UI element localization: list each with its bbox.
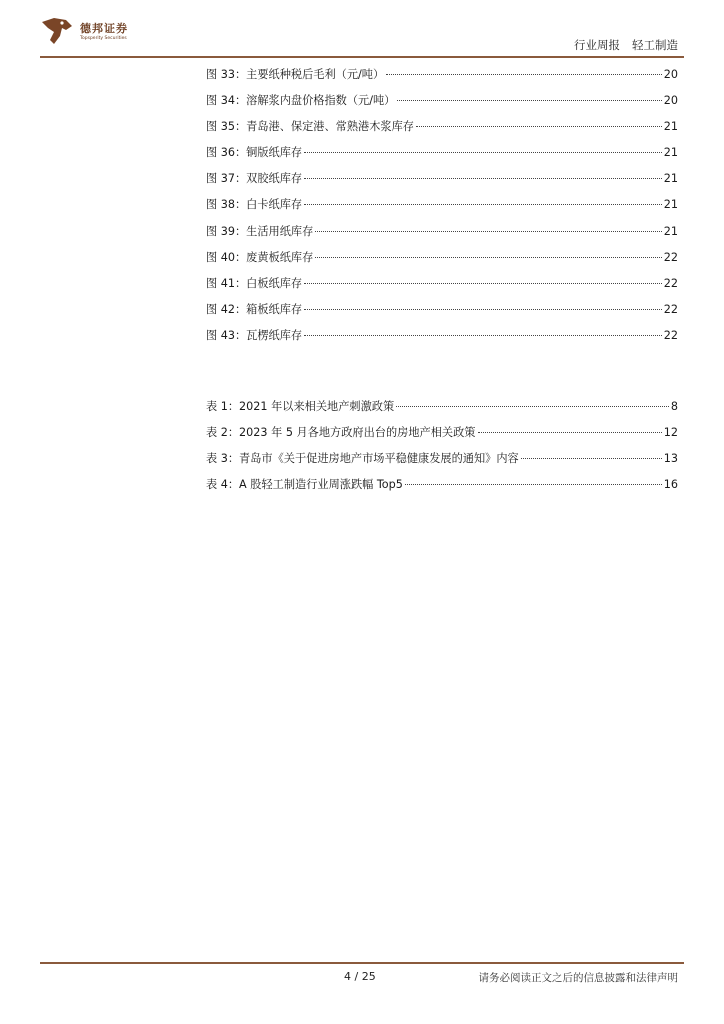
entry-label: 图 40：废黄板纸库存 xyxy=(206,250,314,264)
entry-page: 21 xyxy=(663,146,678,160)
toc-entry[interactable] xyxy=(206,476,678,502)
toc-entry[interactable] xyxy=(206,301,678,327)
entry-page: 13 xyxy=(663,452,678,466)
entry-page: 22 xyxy=(663,250,678,264)
toc-entry[interactable] xyxy=(206,424,678,450)
logo-icon xyxy=(40,16,74,46)
entry-label: 图 35：青岛港、保定港、常熟港木浆库存 xyxy=(206,120,414,134)
dot-leader xyxy=(315,257,661,258)
table-list xyxy=(206,398,678,502)
dot-leader xyxy=(315,231,661,232)
entry-page: 22 xyxy=(663,302,678,316)
page-number: 4 / 25 xyxy=(344,970,376,983)
toc-entry[interactable] xyxy=(206,275,678,301)
entry-label: 表 3：青岛市《关于促进房地产市场平稳健康发展的通知》内容 xyxy=(206,452,519,466)
dot-leader xyxy=(304,309,662,310)
footer-disclaimer: 请务必阅读正文之后的信息披露和法律声明 xyxy=(478,972,678,984)
toc-entry[interactable] xyxy=(206,144,678,170)
entry-label: 图 36：铜版纸库存 xyxy=(206,146,303,160)
toc-entry[interactable] xyxy=(206,249,678,275)
entry-label: 图 38：白卡纸库存 xyxy=(206,198,303,212)
entry-page: 8 xyxy=(670,400,678,413)
dot-leader xyxy=(304,335,662,336)
entry-label: 图 41：白板纸库存 xyxy=(206,276,303,290)
toc-entry[interactable] xyxy=(206,170,678,196)
entry-page: 22 xyxy=(663,328,678,342)
company-logo xyxy=(40,14,140,48)
dot-leader xyxy=(416,126,662,127)
toc-entry[interactable] xyxy=(206,398,678,424)
entry-label: 图 42：箱板纸库存 xyxy=(206,302,303,316)
report-type: 行业周报 xyxy=(574,38,620,52)
sector-name: 轻工制造 xyxy=(632,38,678,52)
toc-entry[interactable] xyxy=(206,196,678,222)
entry-label: 图 37：双胶纸库存 xyxy=(206,172,303,186)
entry-label: 图 39：生活用纸库存 xyxy=(206,224,314,238)
dot-leader xyxy=(521,458,662,459)
entry-page: 22 xyxy=(663,276,678,290)
entry-page: 21 xyxy=(663,224,678,238)
dot-leader xyxy=(396,406,669,407)
dot-leader xyxy=(397,100,661,101)
entry-page: 20 xyxy=(663,68,678,81)
dot-leader xyxy=(304,152,662,153)
header-divider xyxy=(40,56,684,58)
entry-label: 图 34：溶解浆内盘价格指数（元/吨） xyxy=(206,94,396,108)
toc-entry[interactable] xyxy=(206,118,678,144)
entry-page: 21 xyxy=(663,172,678,186)
dot-leader xyxy=(478,432,662,433)
entry-label: 表 4：A 股轻工制造行业周涨跌幅 Top5 xyxy=(206,478,403,492)
toc-entry[interactable] xyxy=(206,450,678,476)
entry-label: 图 33：主要纸种税后毛利（元/吨） xyxy=(206,68,385,81)
toc-entry[interactable] xyxy=(206,66,678,92)
dot-leader xyxy=(304,283,662,284)
dot-leader xyxy=(386,74,662,75)
dot-leader xyxy=(304,204,662,205)
entry-page: 21 xyxy=(663,120,678,134)
logo-name-cn: 德邦证券 xyxy=(80,22,128,35)
header-info xyxy=(574,37,678,53)
entry-page: 20 xyxy=(663,94,678,108)
toc-entry[interactable] xyxy=(206,223,678,249)
dot-leader xyxy=(405,484,662,485)
entry-label: 表 1：2021 年以来相关地产刺激政策 xyxy=(206,400,395,413)
entry-label: 表 2：2023 年 5 月各地方政府出台的房地产相关政策 xyxy=(206,426,476,440)
entry-page: 21 xyxy=(663,198,678,212)
entry-label: 图 43：瓦楞纸库存 xyxy=(206,328,303,342)
figure-list xyxy=(206,66,678,353)
entry-page: 16 xyxy=(663,478,678,492)
dot-leader xyxy=(304,178,662,179)
toc-entry[interactable] xyxy=(206,327,678,353)
toc-entry[interactable] xyxy=(206,92,678,118)
footer-divider xyxy=(40,962,684,964)
logo-name-en: Topsperity Securities xyxy=(80,36,127,41)
entry-page: 12 xyxy=(663,426,678,440)
